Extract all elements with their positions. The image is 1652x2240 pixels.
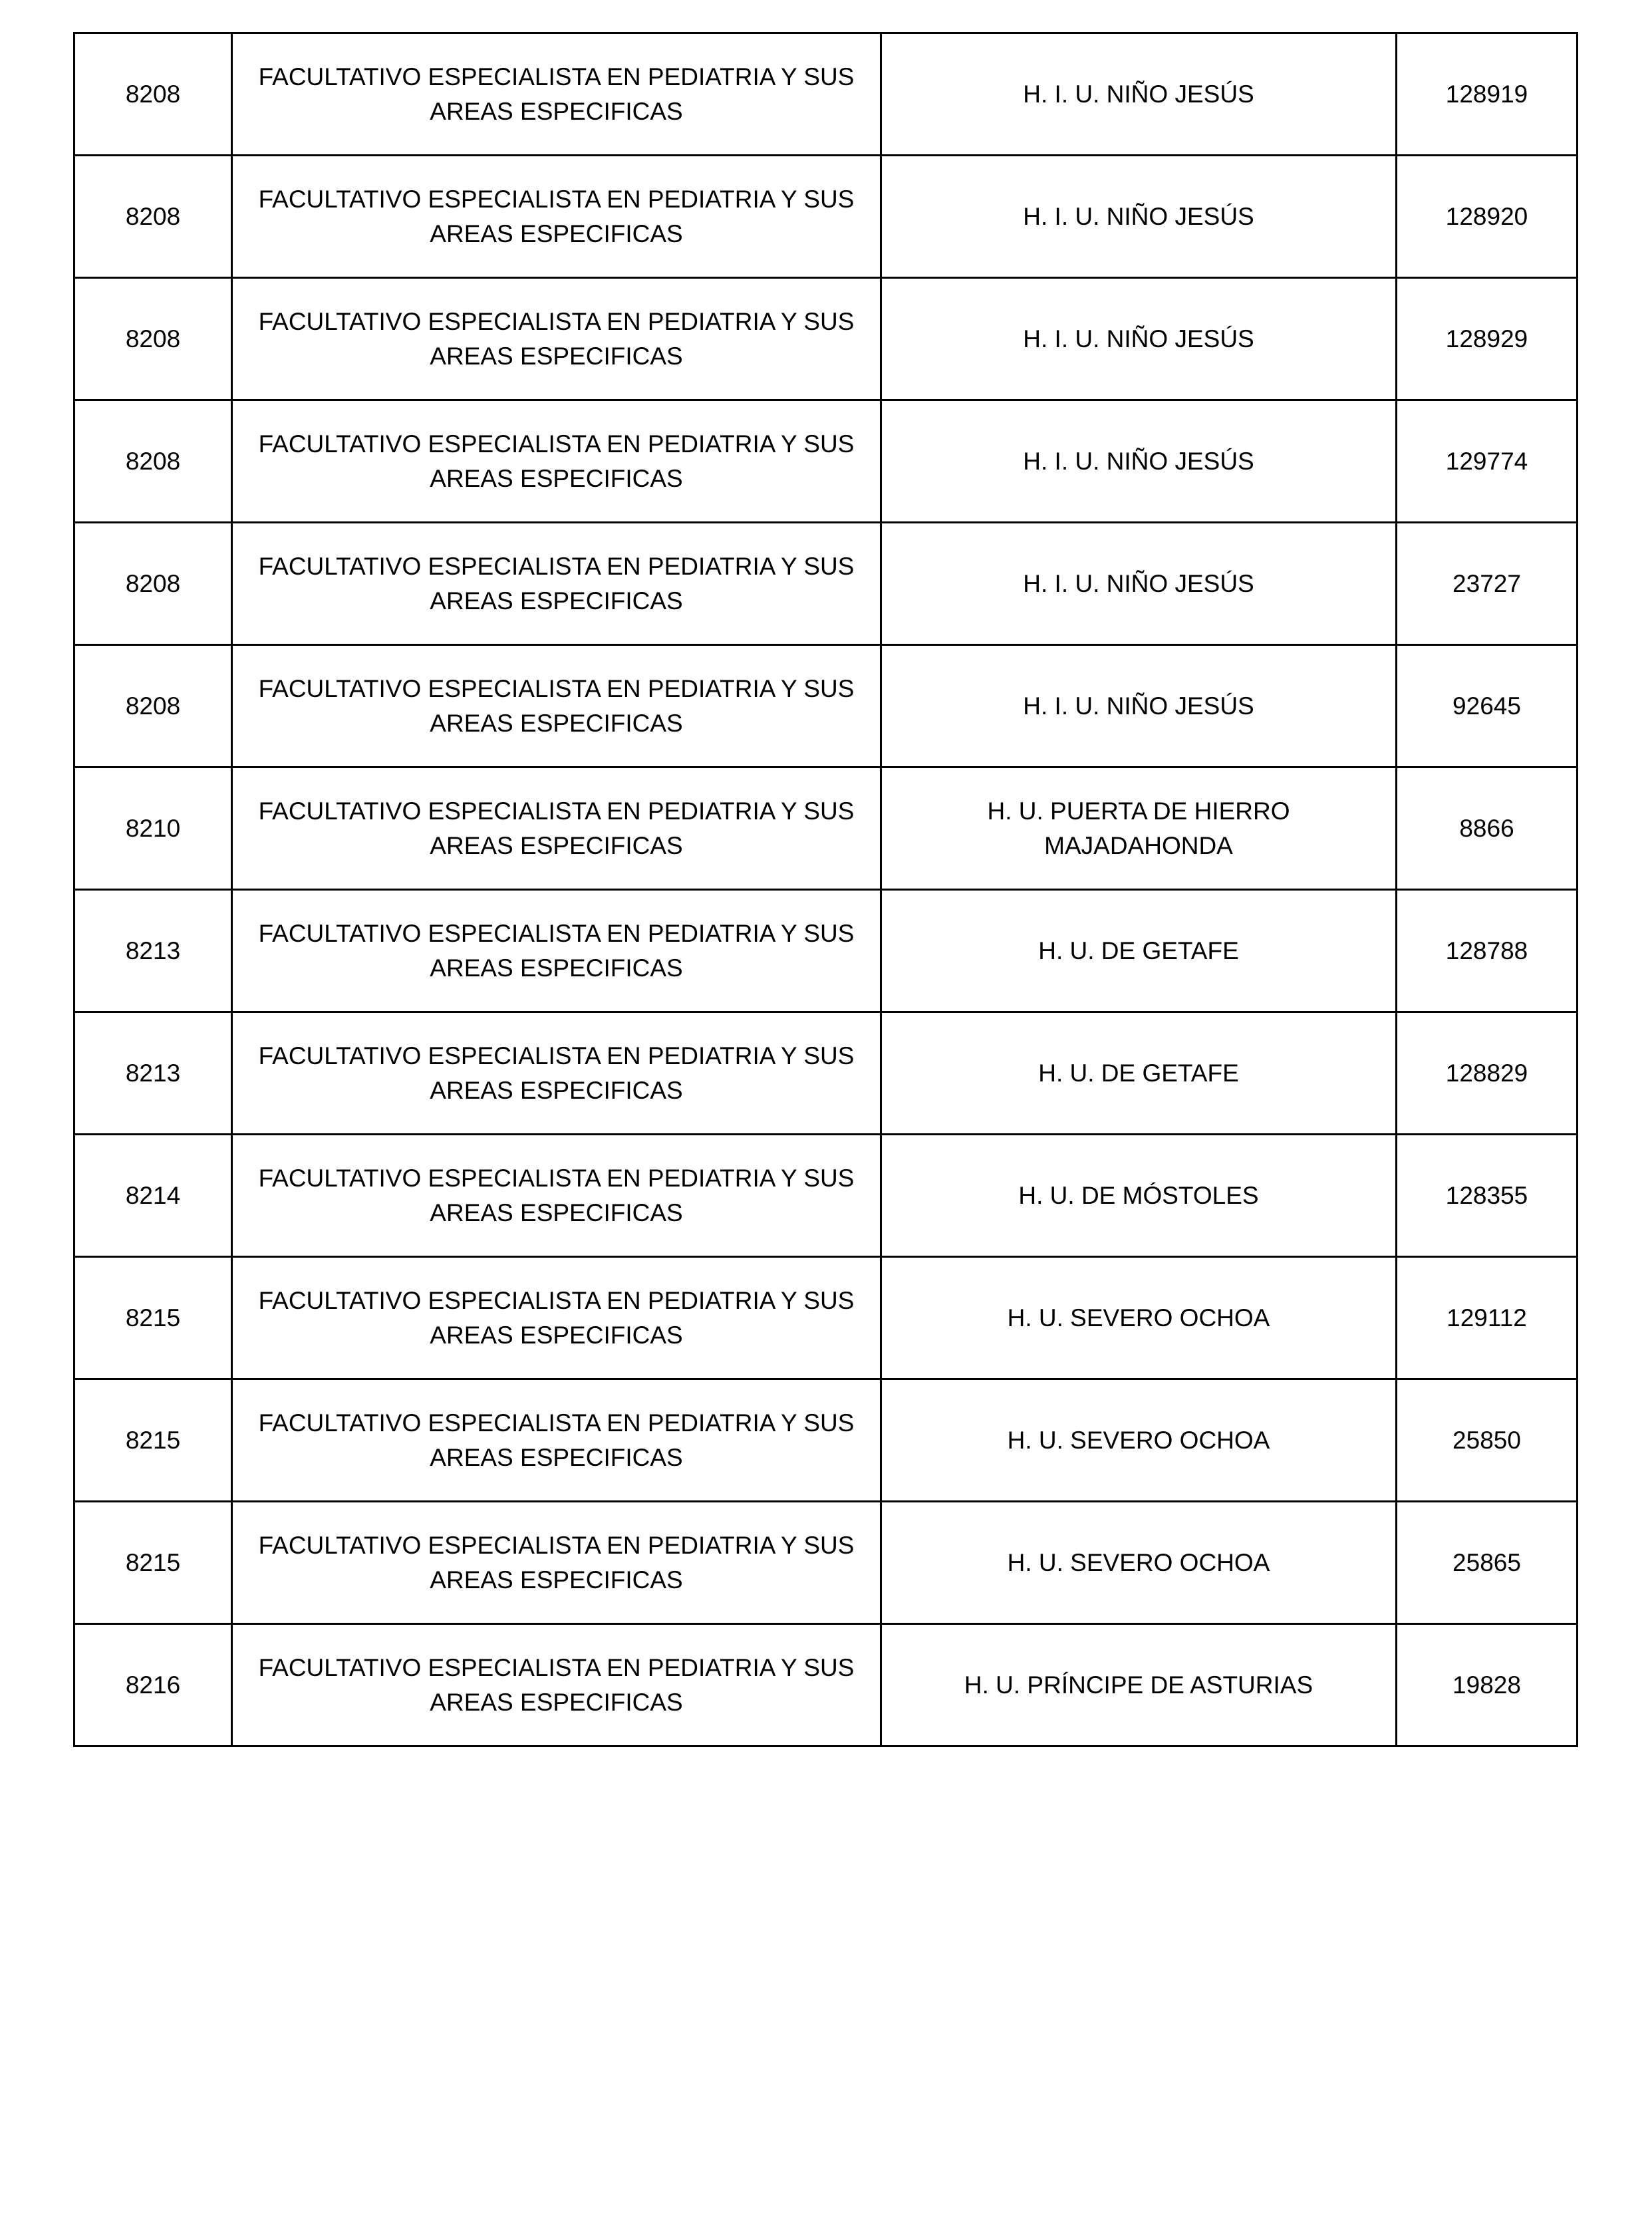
code-cell: 8215 <box>74 1502 232 1624</box>
specialty-cell <box>232 1502 881 1624</box>
code-cell: 8208 <box>74 156 232 278</box>
positions-table <box>73 32 1578 1747</box>
hospital-cell: H. I. U. NIÑO JESÚS <box>881 523 1397 645</box>
specialty-line-2: AREAS ESPECIFICAS <box>430 97 683 125</box>
table-row <box>74 523 1578 645</box>
specialty-line-2: AREAS ESPECIFICAS <box>430 1566 683 1594</box>
specialty-line-1: FACULTATIVO ESPECIALISTA EN PEDIATRIA Y SUS <box>258 797 855 825</box>
table-row <box>74 1624 1578 1747</box>
specialty-line-2: AREAS ESPECIFICAS <box>430 587 683 615</box>
code-cell: 8208 <box>74 645 232 768</box>
specialty-line-2: AREAS ESPECIFICAS <box>430 1321 683 1349</box>
specialty-line-1: FACULTATIVO ESPECIALISTA EN PEDIATRIA Y SUS <box>258 1164 855 1192</box>
table-row <box>74 768 1578 890</box>
number-cell: 128829 <box>1397 1012 1578 1135</box>
code-cell: 8208 <box>74 33 232 156</box>
specialty-line-2: AREAS ESPECIFICAS <box>430 342 683 370</box>
table-row <box>74 400 1578 523</box>
number-cell: 8866 <box>1397 768 1578 890</box>
hospital-cell: H. I. U. NIÑO JESÚS <box>881 645 1397 768</box>
hospital-cell: H. U. SEVERO OCHOA <box>881 1379 1397 1502</box>
specialty-line-2: AREAS ESPECIFICAS <box>430 831 683 859</box>
code-cell: 8215 <box>74 1379 232 1502</box>
table-row <box>74 33 1578 156</box>
table-row <box>74 156 1578 278</box>
table-row <box>74 1379 1578 1502</box>
specialty-line-2: AREAS ESPECIFICAS <box>430 219 683 247</box>
specialty-cell <box>232 33 881 156</box>
specialty-line-1: FACULTATIVO ESPECIALISTA EN PEDIATRIA Y SUS <box>258 1042 855 1069</box>
number-cell: 25850 <box>1397 1379 1578 1502</box>
hospital-cell: H. U. SEVERO OCHOA <box>881 1502 1397 1624</box>
code-cell: 8215 <box>74 1257 232 1379</box>
code-cell: 8213 <box>74 890 232 1012</box>
hospital-cell: H. I. U. NIÑO JESÚS <box>881 400 1397 523</box>
specialty-line-2: AREAS ESPECIFICAS <box>430 709 683 737</box>
number-cell: 129112 <box>1397 1257 1578 1379</box>
specialty-line-1: FACULTATIVO ESPECIALISTA EN PEDIATRIA Y SUS <box>258 552 855 580</box>
specialty-cell <box>232 1624 881 1747</box>
table-row <box>74 278 1578 400</box>
specialty-line-1: FACULTATIVO ESPECIALISTA EN PEDIATRIA Y SUS <box>258 307 855 335</box>
table-row <box>74 1257 1578 1379</box>
number-cell: 129774 <box>1397 400 1578 523</box>
number-cell: 23727 <box>1397 523 1578 645</box>
specialty-cell <box>232 1135 881 1257</box>
hospital-cell: H. I. U. NIÑO JESÚS <box>881 156 1397 278</box>
table-row <box>74 1135 1578 1257</box>
specialty-line-2: AREAS ESPECIFICAS <box>430 464 683 492</box>
specialty-line-1: FACULTATIVO ESPECIALISTA EN PEDIATRIA Y SUS <box>258 1653 855 1681</box>
specialty-line-1: FACULTATIVO ESPECIALISTA EN PEDIATRIA Y SUS <box>258 1409 855 1437</box>
hospital-cell: H. U. DE GETAFE <box>881 890 1397 1012</box>
code-cell: 8216 <box>74 1624 232 1747</box>
hospital-cell: H. U. PUERTA DE HIERRO MAJADAHONDA <box>881 768 1397 890</box>
hospital-cell: H. U. DE GETAFE <box>881 1012 1397 1135</box>
specialty-line-2: AREAS ESPECIFICAS <box>430 1688 683 1716</box>
specialty-line-1: FACULTATIVO ESPECIALISTA EN PEDIATRIA Y SUS <box>258 1286 855 1314</box>
number-cell: 128929 <box>1397 278 1578 400</box>
specialty-cell <box>232 400 881 523</box>
specialty-line-1: FACULTATIVO ESPECIALISTA EN PEDIATRIA Y SUS <box>258 185 855 213</box>
specialty-line-2: AREAS ESPECIFICAS <box>430 1076 683 1104</box>
number-cell: 25865 <box>1397 1502 1578 1624</box>
specialty-cell <box>232 523 881 645</box>
table-row <box>74 1502 1578 1624</box>
specialty-line-1: FACULTATIVO ESPECIALISTA EN PEDIATRIA Y SUS <box>258 919 855 947</box>
hospital-cell: H. U. PRÍNCIPE DE ASTURIAS <box>881 1624 1397 1747</box>
specialty-cell <box>232 768 881 890</box>
table-row <box>74 645 1578 768</box>
hospital-cell: H. U. SEVERO OCHOA <box>881 1257 1397 1379</box>
hospital-cell: H. I. U. NIÑO JESÚS <box>881 33 1397 156</box>
number-cell: 128788 <box>1397 890 1578 1012</box>
code-cell: 8208 <box>74 523 232 645</box>
specialty-cell <box>232 1379 881 1502</box>
specialty-cell <box>232 1257 881 1379</box>
specialty-line-1: FACULTATIVO ESPECIALISTA EN PEDIATRIA Y SUS <box>258 674 855 702</box>
specialty-line-2: AREAS ESPECIFICAS <box>430 1198 683 1226</box>
code-cell: 8208 <box>74 278 232 400</box>
table-row <box>74 1012 1578 1135</box>
specialty-cell <box>232 278 881 400</box>
number-cell: 128920 <box>1397 156 1578 278</box>
code-cell: 8208 <box>74 400 232 523</box>
specialty-cell <box>232 156 881 278</box>
specialty-line-2: AREAS ESPECIFICAS <box>430 954 683 982</box>
specialty-line-1: FACULTATIVO ESPECIALISTA EN PEDIATRIA Y SUS <box>258 63 855 90</box>
specialty-line-2: AREAS ESPECIFICAS <box>430 1443 683 1471</box>
number-cell: 128919 <box>1397 33 1578 156</box>
number-cell: 19828 <box>1397 1624 1578 1747</box>
specialty-line-1: FACULTATIVO ESPECIALISTA EN PEDIATRIA Y SUS <box>258 1531 855 1559</box>
code-cell: 8210 <box>74 768 232 890</box>
table-body <box>74 33 1578 1747</box>
specialty-cell <box>232 1012 881 1135</box>
specialty-cell <box>232 890 881 1012</box>
code-cell: 8213 <box>74 1012 232 1135</box>
hospital-cell: H. I. U. NIÑO JESÚS <box>881 278 1397 400</box>
number-cell: 128355 <box>1397 1135 1578 1257</box>
number-cell: 92645 <box>1397 645 1578 768</box>
specialty-cell <box>232 645 881 768</box>
specialty-line-1: FACULTATIVO ESPECIALISTA EN PEDIATRIA Y SUS <box>258 430 855 458</box>
hospital-cell: H. U. DE MÓSTOLES <box>881 1135 1397 1257</box>
code-cell: 8214 <box>74 1135 232 1257</box>
table-row <box>74 890 1578 1012</box>
